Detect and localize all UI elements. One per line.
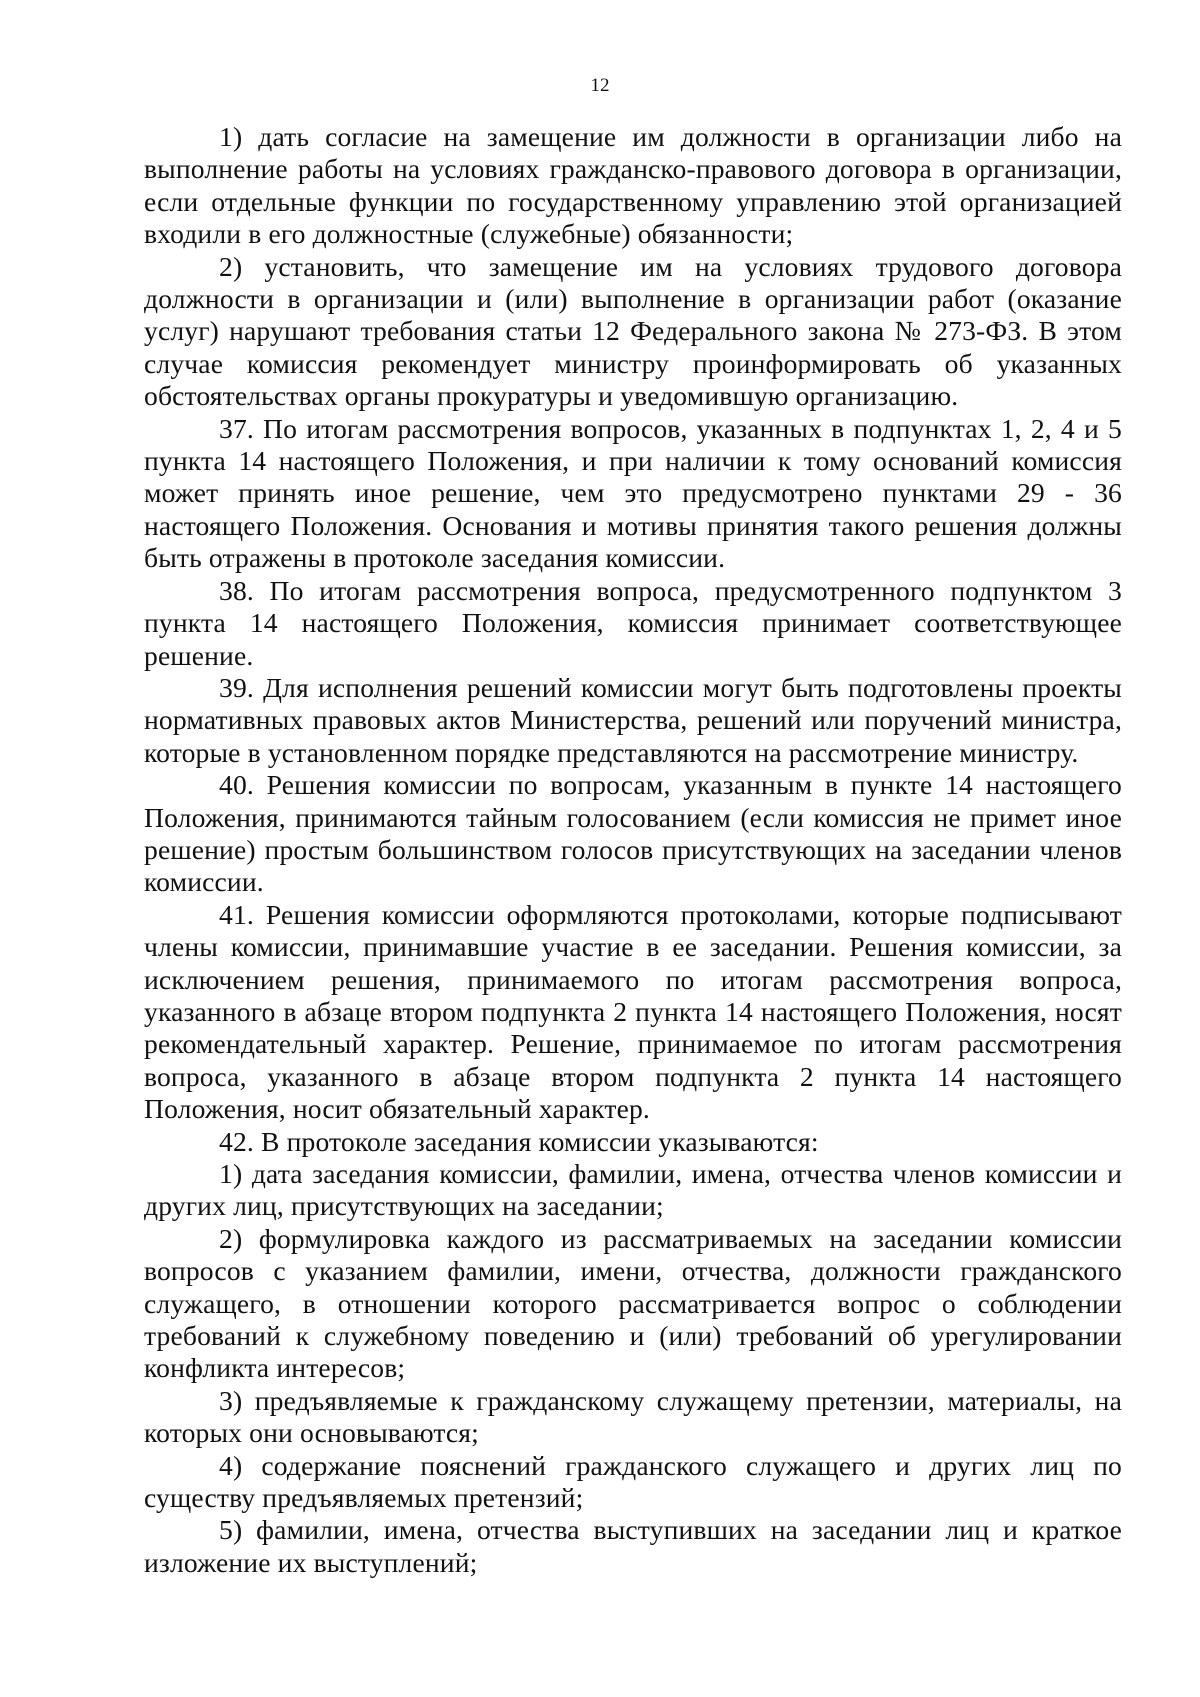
paragraph-39: 39. Для исполнения решений комиссии могут быть подготовлены проекты нормативных правовых актов Министерства, решений или поручений министра, которые в установленном порядке представляются на рассмотрение министру. (144, 671, 1122, 768)
paragraph-42-item-3: 3) предъявляемые к гражданскому служащему претензии, материалы, на которых они основываются; (144, 1384, 1122, 1449)
paragraph-38: 38. По итогам рассмотрения вопроса, предусмотренного подпунктом 3 пункта 14 настоящего Положения, комиссия принимает соответствующее решение. (144, 574, 1122, 671)
paragraph-42: 42. В протоколе заседания комиссии указываются: (219, 1125, 819, 1157)
paragraph-42-item-2: 2) формулировка каждого из рассматриваемых на заседании комиссии вопросов с указанием фамилии, имени, отчества, должности гражданского служащего, в отношении которого рассматривается вопрос о соблюдении требований к служебному поведению и (или) требований об урегулировании конфликта интересов; (144, 1222, 1122, 1384)
paragraph-41: 41. Решения комиссии оформляются протоколами, которые подписывают члены комиссии, принимавшие участие в ее заседании. Решения комиссии, за исключением решения, принимаемого по итогам рассмотрения вопроса, указанного в абзаце втором подпункта 2 пункта 14 настоящего Положения, носят рекомендательный характер. Решение, принимаемое по итогам рассмотрения вопроса, указанного в абзаце втором подпункта 2 пункта 14 настоящего Положения, носит обязательный характер. (144, 898, 1122, 1125)
paragraph-subitem-1-consent: 1) дать согласие на замещение им должности в организации либо на выполнение работы на условиях гражданско-правового договора в организации, если отдельные функции по государственному управлению этой организацией входили в его должностные (служебные) обязанности; (144, 121, 1122, 250)
page-number: 12 (590, 75, 610, 96)
paragraph-subitem-2-violation: 2) установить, что замещение им на условиях трудового договора должности в организации и (или) выполнение в организации работ (оказание услуг) нарушают требования статьи 12 Федерального закона № 273-ФЗ. В этом случае комиссия рекомендует министру проинформировать об указанных обстоятельствах органы прокуратуры и уведомившую организацию. (144, 250, 1122, 412)
paragraph-37: 37. По итогам рассмотрения вопросов, указанных в подпунктах 1, 2, 4 и 5 пункта 14 настоящего Положения, и при наличии к тому оснований комиссия может принять иное решение, чем это предусмотрено пунктами 29 - 36 настоящего Положения. Основания и мотивы принятия такого решения должны быть отражены в протоколе заседания комиссии. (144, 412, 1122, 574)
paragraph-42-item-4: 4) содержание пояснений гражданского служащего и других лиц по существу предъявляемых претензий; (144, 1449, 1122, 1514)
document-body (144, 121, 1122, 1579)
paragraph-42-item-5: 5) фамилии, имена, отчества выступивших на заседании лиц и краткое изложение их выступлений; (144, 1514, 1122, 1578)
paragraph-42-item-1: 1) дата заседания комиссии, фамилии, имена, отчества членов комиссии и других лиц, присутствующих на заседании; (144, 1158, 1122, 1222)
paragraph-40: 40. Решения комиссии по вопросам, указанным в пункте 14 настоящего Положения, принимаются тайным голосованием (если комиссия не примет иное решение) простым большинством голосов присутствующих на заседании членов комиссии. (144, 769, 1122, 898)
